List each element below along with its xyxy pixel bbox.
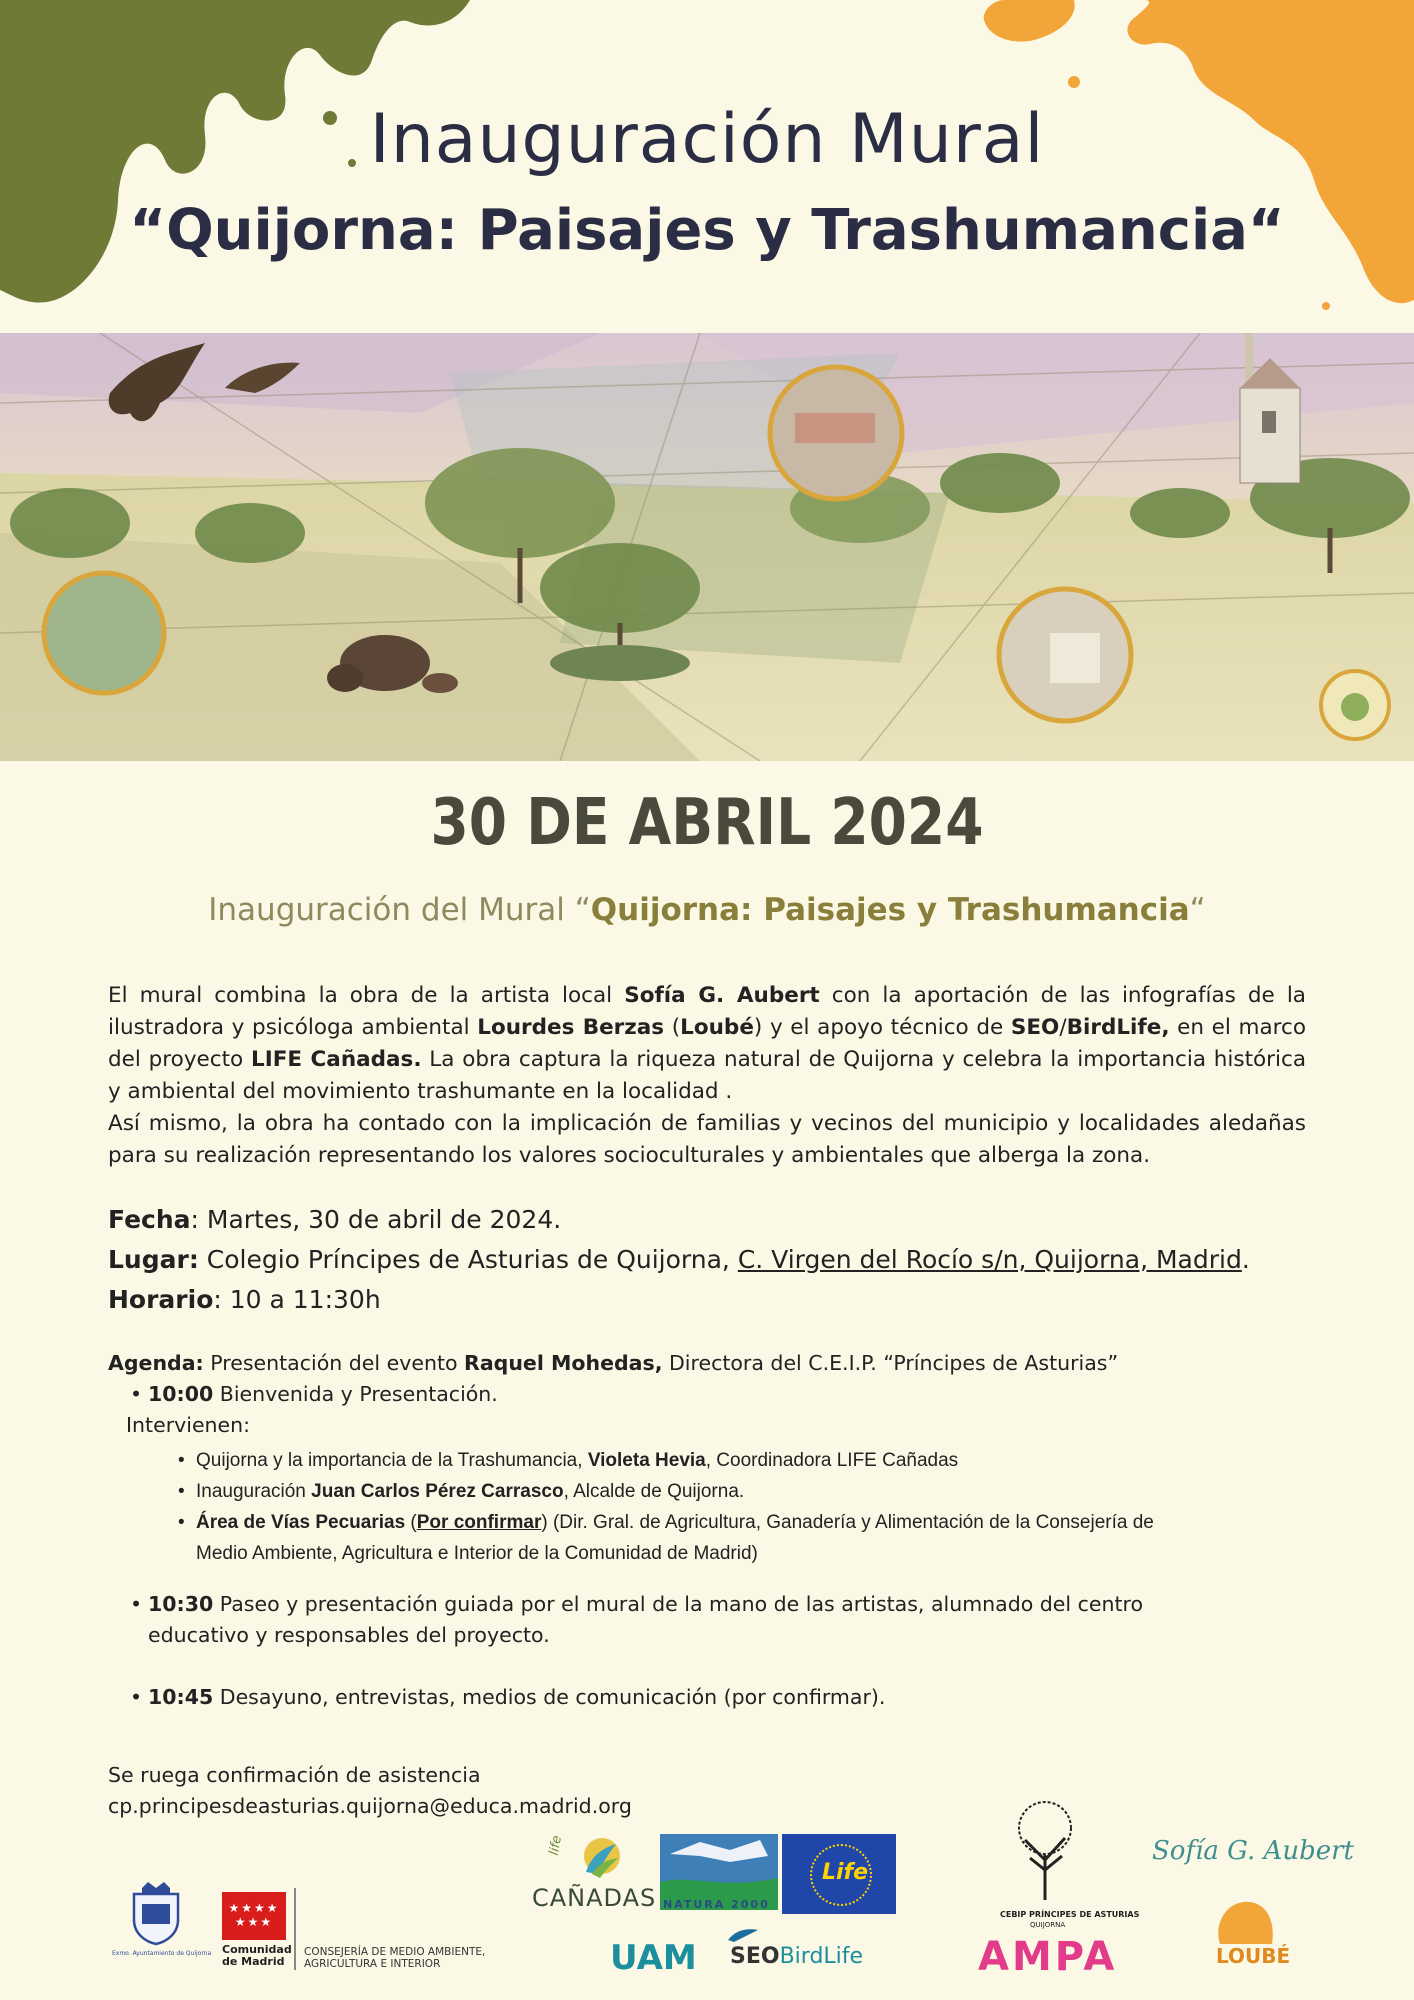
eu-life-label: Life (822, 1860, 869, 1885)
text: / (1059, 1015, 1067, 1040)
text: , Alcalde de Quijorna. (563, 1481, 745, 1502)
illustrator-name: Lourdes Berzas (477, 1015, 665, 1040)
place-row (108, 1240, 1250, 1280)
rsvp-email-link[interactable]: cp.principesdeasturias.quijorna@educa.madrid.org (108, 1794, 632, 1818)
cebip-sub-label: QUIJORNA (1030, 1921, 1066, 1929)
speaker-item-continued: Medio Ambiente, Agricultura e Interior de la Comunidad de Madrid) (196, 1543, 758, 1564)
subtitle-mural-name: Quijorna: Paisajes y Trashumancia (590, 892, 1190, 928)
event-description (108, 980, 1306, 1172)
mural-name-title: “Quijorna: Paisajes y Trashumancia“ (129, 198, 1285, 263)
divider (294, 1888, 296, 1970)
page-title: Inauguración Mural (369, 100, 1045, 179)
subtitle-prefix: Inauguración del Mural “ (208, 892, 591, 928)
loube-logo-icon (1210, 1896, 1280, 1946)
event-subtitle (0, 892, 1414, 928)
text: Presentación del evento (203, 1351, 465, 1375)
mural-illustration (0, 333, 1414, 761)
ayuntamiento-label: Exmo. Ayuntamiento de Quijorna (112, 1950, 212, 1957)
date-label: Fecha (108, 1205, 191, 1234)
seo-birdlife-logo (730, 1944, 863, 1969)
text: AGRICULTURA E INTERIOR (304, 1958, 441, 1970)
uam-logo: UAM (610, 1938, 697, 1978)
ayuntamiento-crest-icon (128, 1880, 184, 1946)
cebip-label: CEBIP PRÍNCIPES DE ASTURIAS (1000, 1910, 1140, 1919)
rsvp-text: Se ruega confirmación de asistencia (108, 1763, 481, 1787)
agenda-item-1000 (108, 1379, 1328, 1410)
text: ( (405, 1512, 417, 1533)
description-paragraph-1 (108, 980, 1306, 1108)
place-label: Lugar: (108, 1245, 199, 1274)
birdlife-name: BirdLife, (1066, 1015, 1170, 1040)
agenda-item-1030 (108, 1589, 1328, 1620)
loube-logo-text: LOUBÉ (1216, 1944, 1291, 1968)
speakers-list (108, 1445, 1328, 1569)
subtitle-suffix: “ (1189, 892, 1206, 928)
date-row (108, 1200, 1250, 1240)
text: Bienvenida y Presentación. (213, 1382, 498, 1406)
agenda-item-1045 (108, 1682, 1328, 1713)
text: La obra captura la riqueza natural de Quijorna y celebra la importancia histórica y ambiental del movimiento trashumante en la localidad . (108, 1047, 1306, 1104)
time-value: : 10 a 11:30h (213, 1285, 381, 1314)
text: CONSEJERÍA DE MEDIO AMBIENTE, (304, 1946, 486, 1958)
presenter-name: Raquel Mohedas, (464, 1351, 663, 1375)
text: ( (664, 1015, 681, 1040)
agenda-intro (108, 1348, 1328, 1379)
text: en el marco del proyecto (108, 1015, 1306, 1072)
date-value: : Martes, 30 de abril de 2024. (190, 1205, 562, 1234)
description-paragraph-2: Así mismo, la obra ha contado con la implicación de familias y vecinos del municipio y localidades aledañas para su realización representando los valores socioculturales y ambientales que alberga la zona. (108, 1111, 1306, 1168)
text: . (1241, 1245, 1250, 1274)
artist-name: Sofía G. Aubert (624, 983, 820, 1008)
text: Paseo y presentación guiada por el mural de la mano de las artistas, alumnado del centro (213, 1592, 1144, 1616)
sofia-aubert-signature: Sofía G. Aubert (1152, 1836, 1354, 1866)
text: , Coordinadora LIFE Cañadas (705, 1450, 959, 1471)
loube-name: Loubé (680, 1015, 754, 1040)
event-details (108, 1200, 1250, 1320)
text: Desayuno, entrevistas, medios de comunicación (por confirmar). (213, 1685, 886, 1709)
eu-life-flag-icon (782, 1834, 896, 1914)
text: de Madrid (222, 1955, 285, 1968)
event-date-heading: 30 DE ABRIL 2024 (430, 786, 984, 860)
agenda-label: Agenda: (108, 1351, 204, 1375)
text: SEO (730, 1944, 780, 1969)
speaker-name: Juan Carlos Pérez Carrasco (311, 1481, 564, 1502)
speaker-name: Área de Vías Pecuarias (196, 1512, 406, 1533)
place-value: Colegio Príncipes de Asturias de Quijorna, (198, 1245, 738, 1274)
speaker-name: Violeta Hevia (587, 1450, 706, 1471)
text: El mural combina la obra de la artista local (108, 983, 625, 1008)
life-canadas-leaf-icon (578, 1834, 622, 1880)
agenda-time: 10:45 (148, 1685, 214, 1709)
pending-confirmation: Por confirmar (416, 1512, 542, 1533)
time-label: Horario (108, 1285, 214, 1314)
life-small-label: life (546, 1834, 566, 1857)
text: Directora del C.E.I.P. “Príncipes de Asturias” (662, 1351, 1119, 1375)
text: con la aportación de las infografías de la ilustradora y psicóloga ambiental (108, 983, 1306, 1040)
text: Comunidad (222, 1943, 292, 1956)
rsvp (108, 1760, 632, 1822)
school-tree-icon (1000, 1800, 1090, 1900)
consejeria-label (304, 1946, 485, 1970)
ampa-logo: AMPA (978, 1934, 1118, 1980)
canadas-logo-text: CAÑADAS (532, 1884, 657, 1912)
speaker-item (108, 1476, 1328, 1507)
agenda-time: 10:30 (148, 1592, 214, 1616)
life-canadas-name: LIFE Cañadas. (251, 1047, 422, 1072)
comunidad-madrid-flag-icon: ★★★★ ★★★ (222, 1892, 286, 1940)
text: BirdLife (779, 1944, 864, 1969)
natura-2000-label: NATURA 2000 (663, 1898, 770, 1911)
speaker-item (108, 1445, 1328, 1476)
speaker-item (108, 1507, 1328, 1538)
speakers-label: Intervienen: (126, 1413, 251, 1437)
address-link[interactable]: C. Virgen del Rocío s/n, Quijorna, Madrid (737, 1245, 1242, 1274)
text: Inauguración (196, 1481, 312, 1502)
text: ) y el apoyo técnico de (753, 1015, 1011, 1040)
comunidad-madrid-label (222, 1944, 292, 1968)
text: Quijorna y la importancia de la Trashumancia, (196, 1450, 588, 1471)
agenda-time: 10:00 (148, 1382, 214, 1406)
time-row (108, 1280, 1250, 1320)
text: ) (Dir. Gral. de Agricultura, Ganadería y Alimentación de la Consejería de (541, 1512, 1154, 1533)
seo-birdlife-bird-icon (726, 1926, 760, 1944)
agenda (108, 1348, 1328, 1713)
agenda-item-1030-continued: educativo y responsables del proyecto. (148, 1623, 550, 1647)
seo-name: SEO (1010, 1015, 1060, 1040)
